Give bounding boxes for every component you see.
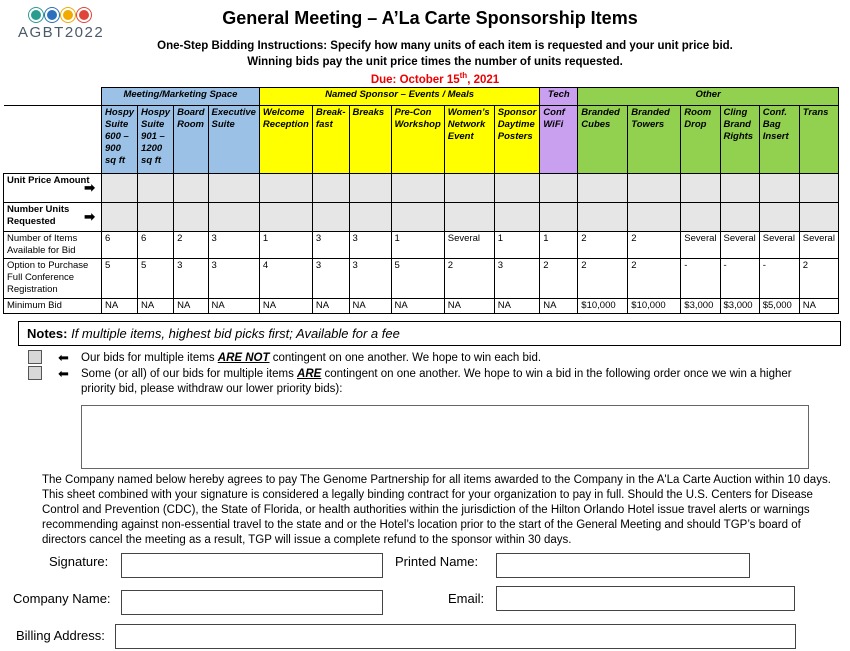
column-header: Pre-Con Workshop bbox=[391, 106, 444, 174]
number-units-input[interactable] bbox=[628, 203, 681, 232]
table-cell: 6 bbox=[138, 232, 174, 259]
column-header: Conf WiFi bbox=[540, 106, 578, 174]
column-header: Executive Suite bbox=[208, 106, 259, 174]
table-cell: $10,000 bbox=[628, 299, 681, 314]
signature-label: Signature: bbox=[49, 554, 109, 569]
table-cell: 3 bbox=[349, 232, 391, 259]
table-cell: 2 bbox=[628, 232, 681, 259]
table-cell: NA bbox=[540, 299, 578, 314]
column-header: Conf. Bag Insert bbox=[759, 106, 799, 174]
unit-price-input[interactable] bbox=[540, 174, 578, 203]
column-header: Welcome Reception bbox=[259, 106, 312, 174]
number-units-input[interactable] bbox=[391, 203, 444, 232]
table-cell: 3 bbox=[494, 259, 540, 299]
table-cell: 3 bbox=[349, 259, 391, 299]
notes-text: If multiple items, highest bid picks first; Available for a fee bbox=[71, 326, 400, 341]
are-emphasis: ARE bbox=[297, 368, 322, 380]
table-cell: 5 bbox=[391, 259, 444, 299]
number-units-input[interactable] bbox=[174, 203, 208, 232]
unit-price-label: Unit Price Amount ➡ bbox=[4, 174, 102, 203]
table-cell: NA bbox=[174, 299, 208, 314]
table-cell: 1 bbox=[259, 232, 312, 259]
table-cell: 3 bbox=[208, 259, 259, 299]
table-cell: 2 bbox=[628, 259, 681, 299]
table-cell: 1 bbox=[391, 232, 444, 259]
number-units-input[interactable] bbox=[444, 203, 494, 232]
unit-price-input[interactable] bbox=[681, 174, 720, 203]
table-cell: 3 bbox=[174, 259, 208, 299]
number-units-input[interactable] bbox=[494, 203, 540, 232]
printed-name-field[interactable] bbox=[496, 553, 750, 578]
table-cell: 5 bbox=[138, 259, 174, 299]
printed-name-label: Printed Name: bbox=[395, 554, 479, 569]
company-name-label: Company Name: bbox=[13, 591, 111, 606]
unit-price-input[interactable] bbox=[720, 174, 759, 203]
legal-agreement-text: The Company named below hereby agrees to pay The Genome Partnership for all items awarded to the Company in the A'La Carte Auction within 10 days. This sheet combined with your signature is considered a legally binding contract for your organization to pay in full. Should the U.S. Centers for Disease Control and Prevention (CDC), the State of Florida, or health authorities within the jurisdiction of the Hilton Orlando Hotel issue travel alerts or warnings recommending against non-essential travel to the state and or the Hotel’s location prior to the start of the General Meeting and should TGP’s board of directors cancel the meeting as a result, TGP will issue a complete refund to the sponsor within 30 days. bbox=[42, 474, 831, 546]
table-cell: - bbox=[720, 259, 759, 299]
table-cell: NA bbox=[494, 299, 540, 314]
table-cell: NA bbox=[391, 299, 444, 314]
not-contingent-checkbox[interactable] bbox=[28, 350, 42, 364]
table-cell: $3,000 bbox=[681, 299, 720, 314]
available-label: Number of Items Available for Bid bbox=[4, 232, 102, 259]
table-cell: NA bbox=[349, 299, 391, 314]
group-named-sponsor: Named Sponsor – Events / Meals bbox=[259, 88, 539, 106]
table-cell: Several bbox=[759, 232, 799, 259]
number-units-input[interactable] bbox=[208, 203, 259, 232]
page-title: General Meeting – A’La Carte Sponsorship Items bbox=[222, 8, 638, 28]
column-header: Sponsor Daytime Posters bbox=[494, 106, 540, 174]
unit-price-input[interactable] bbox=[578, 174, 628, 203]
table-cell: 2 bbox=[578, 232, 628, 259]
group-meeting-marketing-space: Meeting/Marketing Space bbox=[102, 88, 260, 106]
notes-box bbox=[18, 321, 841, 346]
column-header: Room Drop bbox=[681, 106, 720, 174]
column-header: Trans bbox=[799, 106, 838, 174]
table-cell: 6 bbox=[102, 232, 138, 259]
number-units-input[interactable] bbox=[681, 203, 720, 232]
are-not-emphasis: ARE NOT bbox=[217, 352, 270, 364]
column-header: Breaks bbox=[349, 106, 391, 174]
available-row bbox=[4, 232, 839, 259]
due-date: Due: October 15th, 2021 bbox=[370, 71, 500, 86]
number-units-input[interactable] bbox=[349, 203, 391, 232]
table-cell: $5,000 bbox=[759, 299, 799, 314]
table-cell: 3 bbox=[312, 259, 349, 299]
unit-price-input[interactable] bbox=[138, 174, 174, 203]
unit-price-input[interactable] bbox=[494, 174, 540, 203]
number-units-input[interactable] bbox=[799, 203, 838, 232]
table-cell: 5 bbox=[102, 259, 138, 299]
table-cell: $3,000 bbox=[720, 299, 759, 314]
column-header: Break- fast bbox=[312, 106, 349, 174]
column-header: Branded Towers bbox=[628, 106, 681, 174]
table-cell: NA bbox=[208, 299, 259, 314]
unit-price-input[interactable] bbox=[391, 174, 444, 203]
column-header: Women’s Network Event bbox=[444, 106, 494, 174]
group-other: Other bbox=[578, 88, 839, 106]
column-header: Hospy Suite 600 – 900 sq ft bbox=[102, 106, 138, 174]
sponsorship-table bbox=[3, 87, 839, 314]
column-header: Board Room bbox=[174, 106, 208, 174]
logo-text: AGBT2022 bbox=[18, 24, 105, 41]
column-header: Branded Cubes bbox=[578, 106, 628, 174]
unit-price-input[interactable] bbox=[174, 174, 208, 203]
group-tech: Tech bbox=[540, 88, 578, 106]
table-cell: 3 bbox=[208, 232, 259, 259]
table-cell: NA bbox=[312, 299, 349, 314]
table-cell: Several bbox=[681, 232, 720, 259]
table-cell: 3 bbox=[312, 232, 349, 259]
option-label: Option to Purchase Full Conference Registration bbox=[4, 259, 102, 299]
unit-price-row bbox=[4, 174, 839, 203]
minimum-label: Minimum Bid bbox=[4, 299, 102, 314]
unit-price-input[interactable] bbox=[799, 174, 838, 203]
table-cell: NA bbox=[259, 299, 312, 314]
contingent-option: Some (or all) of our bids for multiple items ARE contingent on one another. We hope to win a bid in the following order once we win a higher priority bid, please withdraw our lower priority bids): bbox=[81, 368, 792, 395]
priority-order-textarea[interactable] bbox=[81, 405, 809, 469]
signature-field[interactable] bbox=[121, 553, 383, 578]
table-cell: NA bbox=[102, 299, 138, 314]
table-cell: $10,000 bbox=[578, 299, 628, 314]
arrow-left-icon: ⬅ bbox=[58, 350, 69, 365]
table-cell: 4 bbox=[259, 259, 312, 299]
table-cell: - bbox=[759, 259, 799, 299]
table-cell: NA bbox=[444, 299, 494, 314]
table-cell: Several bbox=[799, 232, 838, 259]
number-units-input[interactable] bbox=[720, 203, 759, 232]
column-header: Hospy Suite 901 – 1200 sq ft bbox=[138, 106, 174, 174]
company-name-field[interactable] bbox=[121, 590, 383, 615]
instructions-line-1: One-Step Bidding Instructions: Specify how many units of each item is requested and your unit price bid. bbox=[157, 40, 733, 52]
table-cell: 2 bbox=[174, 232, 208, 259]
number-units-input[interactable] bbox=[138, 203, 174, 232]
number-units-row bbox=[4, 203, 839, 232]
number-units-label: Number Units Requested ➡ bbox=[4, 203, 102, 232]
unit-price-input[interactable] bbox=[759, 174, 799, 203]
number-units-input[interactable] bbox=[578, 203, 628, 232]
arrow-left-icon: ⬅ bbox=[58, 366, 69, 381]
instructions-line-2: Winning bids pay the unit price times the number of units requested. bbox=[247, 56, 623, 68]
table-cell: 2 bbox=[444, 259, 494, 299]
table-cell: Several bbox=[720, 232, 759, 259]
option-row bbox=[4, 259, 839, 299]
unit-price-input[interactable] bbox=[444, 174, 494, 203]
unit-price-input[interactable] bbox=[259, 174, 312, 203]
column-header: Cling Brand Rights bbox=[720, 106, 759, 174]
number-units-input[interactable] bbox=[102, 203, 138, 232]
table-cell: 1 bbox=[540, 232, 578, 259]
table-cell: 2 bbox=[799, 259, 838, 299]
unit-price-input[interactable] bbox=[102, 174, 138, 203]
unit-price-input[interactable] bbox=[628, 174, 681, 203]
number-units-input[interactable] bbox=[759, 203, 799, 232]
table-cell: 1 bbox=[494, 232, 540, 259]
unit-price-input[interactable] bbox=[208, 174, 259, 203]
not-contingent-option: Our bids for multiple items ARE NOT contingent on one another. We hope to win each bid. bbox=[81, 352, 542, 364]
billing-address-label: Billing Address: bbox=[16, 628, 105, 643]
unit-price-input[interactable] bbox=[349, 174, 391, 203]
table-cell: 2 bbox=[540, 259, 578, 299]
arrow-right-icon: ➡ bbox=[84, 209, 95, 224]
contingent-checkbox[interactable] bbox=[28, 366, 42, 380]
billing-address-field[interactable] bbox=[115, 624, 796, 649]
number-units-input[interactable] bbox=[259, 203, 312, 232]
notes-label: Notes: bbox=[27, 326, 68, 341]
email-field[interactable] bbox=[496, 586, 795, 611]
email-label: Email: bbox=[448, 591, 485, 606]
unit-price-input[interactable] bbox=[312, 174, 349, 203]
number-units-input[interactable] bbox=[312, 203, 349, 232]
table-cell: 2 bbox=[578, 259, 628, 299]
arrow-right-icon: ➡ bbox=[84, 180, 95, 195]
table-cell: Several bbox=[444, 232, 494, 259]
number-units-input[interactable] bbox=[540, 203, 578, 232]
table-cell: - bbox=[681, 259, 720, 299]
table-cell: NA bbox=[799, 299, 838, 314]
table-cell: NA bbox=[138, 299, 174, 314]
minimum-row bbox=[4, 299, 839, 314]
